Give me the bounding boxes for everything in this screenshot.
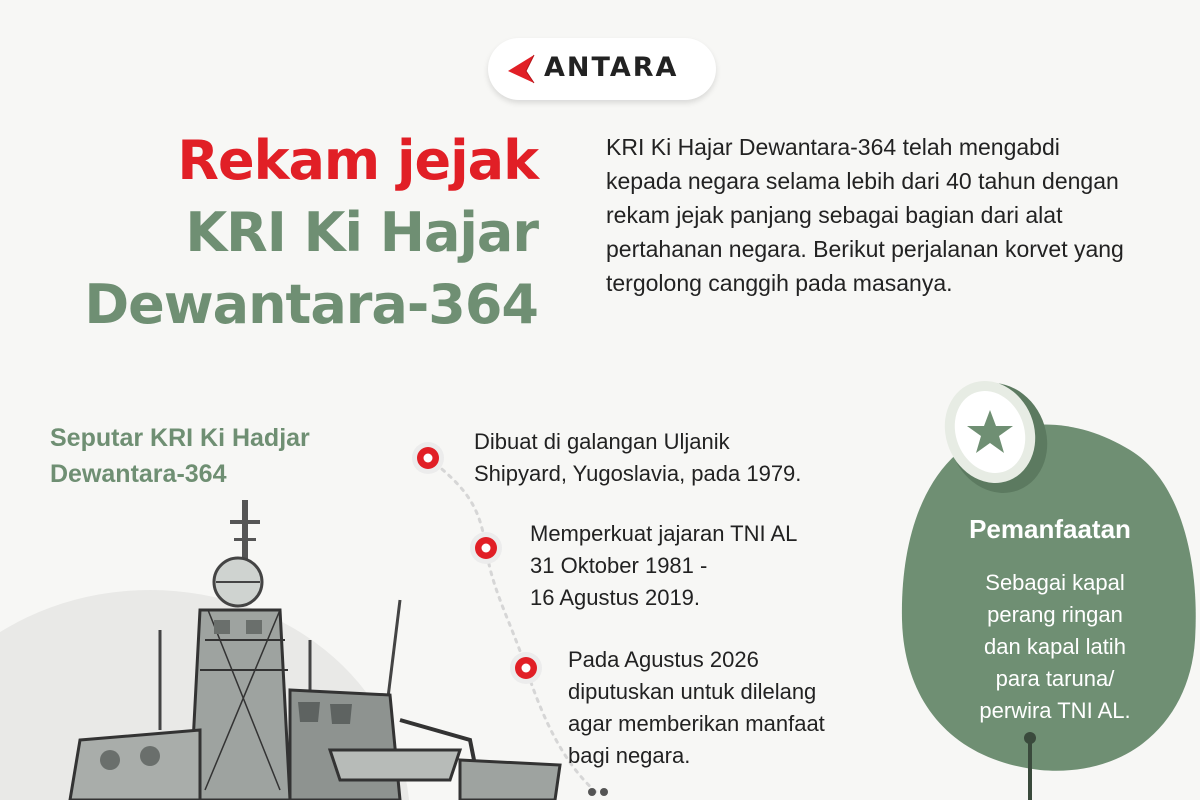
fact-item-1	[474, 426, 894, 490]
usage-line: Sebagai kapal	[985, 570, 1125, 595]
facts-heading-line-2: Dewantara-364	[50, 460, 227, 488]
usage-line: perwira TNI AL.	[979, 698, 1131, 723]
usage-text	[920, 567, 1190, 727]
fact-2-line: Memperkuat jajaran TNI AL	[530, 521, 798, 546]
fact-3-line: diputuskan untuk dilelang	[568, 679, 817, 704]
fact-3-line: Pada Agustus 2026	[568, 647, 759, 672]
fact-1-line: Shipyard, Yugoslavia, pada 1979.	[474, 461, 802, 486]
fact-2-line: 31 Oktober 1981 -	[530, 553, 708, 578]
usage-line: dan kapal latih	[984, 634, 1126, 659]
fact-item-3	[568, 644, 908, 772]
fact-1-line: Dibuat di galangan Uljanik	[474, 429, 730, 454]
usage-line: perang ringan	[987, 602, 1123, 627]
fact-2-line: 16 Agustus 2019.	[530, 585, 701, 610]
timeline-dot-1	[412, 442, 444, 474]
usage-line: para taruna/	[995, 666, 1115, 691]
intro-paragraph: KRI Ki Hajar Dewantara-364 telah mengabdi kepada negara selama lebih dari 40 tahun dengan rekam jejak panjang sebagai bagian dari alat pertahanan negara. Berikut perjalanan korvet yang tergolong canggih pada masanya.	[606, 134, 1124, 296]
usage-title: Pemanfaatan	[969, 514, 1131, 544]
fact-3-line: agar memberikan manfaat	[568, 711, 825, 736]
title-line-1: Rekam jejak	[177, 129, 538, 192]
title-line-2: KRI Ki Hajar	[185, 201, 538, 264]
ship-illustration	[0, 490, 600, 800]
antara-logo-text: ANTARA	[544, 52, 679, 83]
fact-3-line: bagi negara.	[568, 743, 691, 768]
facts-heading-line-1: Seputar KRI Ki Hadjar	[50, 424, 310, 452]
title-line-3: Dewantara-364	[84, 273, 538, 336]
